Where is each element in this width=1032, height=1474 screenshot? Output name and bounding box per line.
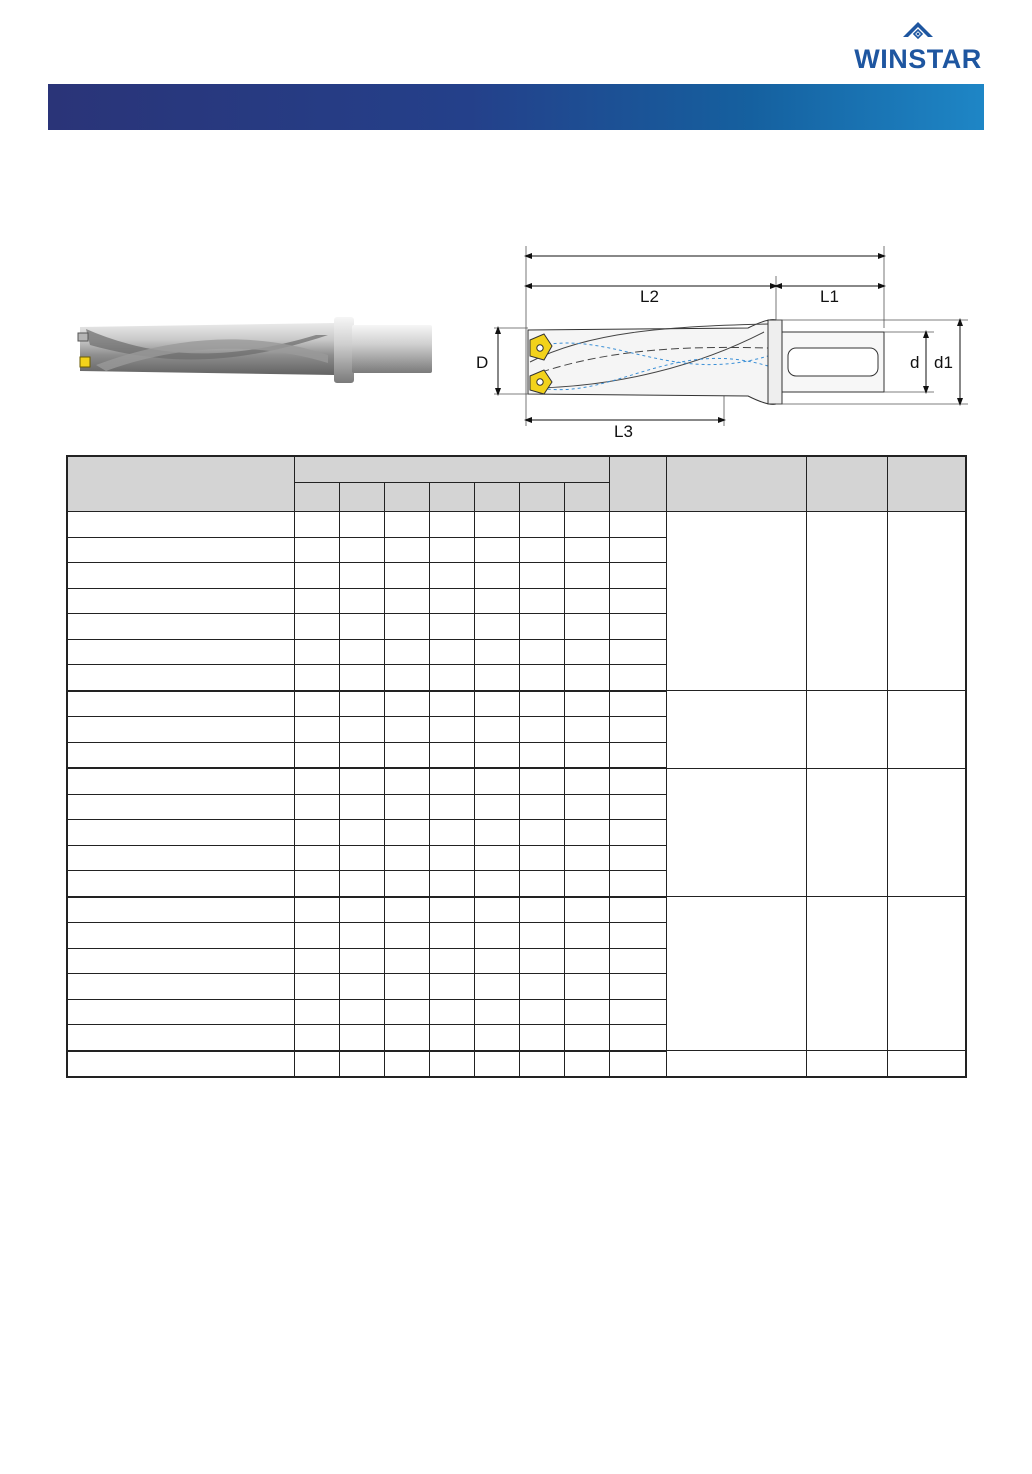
table-merged-cell (806, 512, 887, 691)
table-cell (294, 845, 339, 871)
table-cell (519, 614, 564, 640)
table-cell (294, 974, 339, 1000)
table-cell (294, 563, 339, 589)
table-row (67, 512, 966, 538)
label-L2: L2 (640, 287, 659, 306)
table-cell (519, 512, 564, 538)
table-cell (384, 794, 429, 820)
table-cell (67, 537, 294, 563)
table-cell (339, 1051, 384, 1078)
table-cell (474, 999, 519, 1025)
label-L1: L1 (820, 287, 839, 306)
table-cell (429, 691, 474, 717)
table-cell (519, 563, 564, 589)
table-cell (609, 512, 666, 538)
table-cell (339, 512, 384, 538)
table-cell (67, 974, 294, 1000)
table-cell (384, 639, 429, 665)
table-cell (339, 794, 384, 820)
table-merged-cell (806, 768, 887, 897)
table-cell (564, 691, 609, 717)
table-cell (339, 639, 384, 665)
table-cell (294, 691, 339, 717)
table-cell (519, 1025, 564, 1051)
table-cell (519, 691, 564, 717)
table-cell (609, 1051, 666, 1078)
table-cell (384, 845, 429, 871)
spec-table (66, 455, 967, 1078)
table-cell (609, 665, 666, 691)
table-merged-cell (806, 1051, 887, 1078)
table-cell (609, 768, 666, 794)
table-row (67, 897, 966, 923)
table-cell (339, 665, 384, 691)
table-cell (294, 512, 339, 538)
header-cell (609, 456, 666, 512)
table-cell (429, 768, 474, 794)
table-cell (384, 512, 429, 538)
table-cell (384, 948, 429, 974)
table-cell (609, 588, 666, 614)
table-merged-cell (887, 512, 966, 691)
logo-diamond-icon (848, 20, 988, 46)
table-cell (339, 923, 384, 949)
logo-wordmark: WINSTAR (854, 44, 982, 74)
table-cell (564, 768, 609, 794)
table-cell (564, 871, 609, 897)
table-cell (294, 1025, 339, 1051)
table-merged-cell (806, 897, 887, 1051)
table-cell (384, 871, 429, 897)
table-cell (294, 999, 339, 1025)
table-cell (384, 897, 429, 923)
table-cell (294, 768, 339, 794)
table-cell (384, 691, 429, 717)
table-cell (609, 537, 666, 563)
table-cell (294, 794, 339, 820)
table-cell (384, 742, 429, 768)
table-cell (519, 974, 564, 1000)
table-cell (609, 923, 666, 949)
table-cell (429, 742, 474, 768)
table-cell (609, 717, 666, 743)
table-cell (564, 794, 609, 820)
header-cell (67, 456, 294, 512)
table-cell (474, 665, 519, 691)
table-cell (67, 691, 294, 717)
table-cell (67, 665, 294, 691)
table-cell (474, 512, 519, 538)
table-cell (384, 768, 429, 794)
table-cell (339, 537, 384, 563)
table-cell (564, 845, 609, 871)
header-subcell (474, 483, 519, 512)
table-cell (564, 1051, 609, 1078)
table-cell (474, 871, 519, 897)
header-subcell (429, 483, 474, 512)
table-cell (519, 999, 564, 1025)
table-cell (474, 1051, 519, 1078)
table-cell (67, 512, 294, 538)
table-cell (519, 820, 564, 846)
table-cell (474, 923, 519, 949)
table-cell (67, 742, 294, 768)
table-cell (609, 639, 666, 665)
table-cell (564, 1025, 609, 1051)
table-cell (564, 742, 609, 768)
table-cell (429, 923, 474, 949)
table-cell (67, 639, 294, 665)
table-cell (474, 948, 519, 974)
header-subcell (519, 483, 564, 512)
table-cell (519, 717, 564, 743)
table-cell (339, 1025, 384, 1051)
table-cell (339, 614, 384, 640)
table-cell (474, 820, 519, 846)
table-cell (339, 563, 384, 589)
table-cell (429, 614, 474, 640)
table-cell (474, 845, 519, 871)
table-cell (384, 614, 429, 640)
table-cell (519, 742, 564, 768)
table-cell (384, 665, 429, 691)
table-cell (474, 614, 519, 640)
table-cell (384, 563, 429, 589)
table-cell (384, 820, 429, 846)
table-cell (564, 665, 609, 691)
table-cell (609, 845, 666, 871)
product-photo (66, 305, 438, 393)
table-cell (474, 563, 519, 589)
table-cell (384, 588, 429, 614)
table-cell (429, 537, 474, 563)
table-cell (519, 665, 564, 691)
table-merged-cell (666, 768, 806, 897)
table-cell (384, 923, 429, 949)
table-cell (339, 717, 384, 743)
label-d: d (910, 353, 920, 372)
table-cell (67, 794, 294, 820)
table-cell (564, 999, 609, 1025)
table-cell (429, 639, 474, 665)
table-cell (519, 897, 564, 923)
table-cell (519, 537, 564, 563)
table-cell (609, 691, 666, 717)
table-cell (564, 614, 609, 640)
table-cell (294, 537, 339, 563)
technical-diagram (468, 236, 988, 446)
table-cell (429, 1051, 474, 1078)
table-cell (429, 1025, 474, 1051)
table-cell (339, 588, 384, 614)
table-cell (564, 588, 609, 614)
table-cell (384, 537, 429, 563)
table-cell (339, 768, 384, 794)
header-banner (48, 84, 984, 130)
header-group-cell (294, 456, 609, 483)
table-cell (294, 948, 339, 974)
table-cell (67, 588, 294, 614)
table-cell (609, 1025, 666, 1051)
label-L3: L3 (614, 422, 633, 441)
table-cell (294, 614, 339, 640)
table-cell (429, 999, 474, 1025)
table-merged-cell (666, 512, 806, 691)
table-cell (519, 845, 564, 871)
table-cell (429, 974, 474, 1000)
table-cell (429, 845, 474, 871)
table-cell (564, 717, 609, 743)
table-cell (474, 691, 519, 717)
table-merged-cell (806, 691, 887, 769)
table-cell (429, 512, 474, 538)
table-cell (294, 820, 339, 846)
table-cell (474, 1025, 519, 1051)
table-cell (67, 820, 294, 846)
table-cell (429, 871, 474, 897)
header-subcell (564, 483, 609, 512)
table-cell (429, 820, 474, 846)
table-cell (384, 974, 429, 1000)
table-cell (384, 717, 429, 743)
table-cell (474, 742, 519, 768)
table-cell (339, 999, 384, 1025)
table-cell (519, 948, 564, 974)
winstar-logo (848, 20, 988, 72)
table-merged-cell (887, 768, 966, 897)
table-cell (474, 639, 519, 665)
table-cell (67, 999, 294, 1025)
table-cell (294, 871, 339, 897)
table-cell (67, 1025, 294, 1051)
table-cell (294, 717, 339, 743)
table-merged-cell (887, 1051, 966, 1078)
table-cell (339, 897, 384, 923)
table-cell (67, 614, 294, 640)
table-cell (609, 897, 666, 923)
table-cell (294, 923, 339, 949)
table-cell (474, 537, 519, 563)
table-cell (564, 948, 609, 974)
table-cell (67, 871, 294, 897)
table-cell (519, 588, 564, 614)
table-cell (609, 974, 666, 1000)
table-cell (609, 563, 666, 589)
table-cell (429, 665, 474, 691)
header-cell (887, 456, 966, 512)
table-cell (294, 588, 339, 614)
table-cell (474, 588, 519, 614)
table-cell (519, 794, 564, 820)
table-merged-cell (887, 897, 966, 1051)
table-cell (384, 1051, 429, 1078)
table-cell (294, 665, 339, 691)
spec-table-body (67, 512, 966, 1078)
table-cell (609, 999, 666, 1025)
table-merged-cell (666, 1051, 806, 1078)
table-cell (67, 923, 294, 949)
table-merged-cell (887, 691, 966, 769)
table-cell (67, 768, 294, 794)
table-cell (609, 742, 666, 768)
table-cell (564, 820, 609, 846)
table-merged-cell (666, 691, 806, 769)
table-cell (429, 897, 474, 923)
table-cell (67, 897, 294, 923)
table-cell (609, 614, 666, 640)
table-cell (429, 717, 474, 743)
table-cell (67, 845, 294, 871)
table-cell (67, 1051, 294, 1078)
table-cell (339, 691, 384, 717)
table-cell (339, 845, 384, 871)
table-cell (294, 897, 339, 923)
table-cell (384, 1025, 429, 1051)
table-cell (564, 512, 609, 538)
table-cell (609, 871, 666, 897)
table-cell (339, 871, 384, 897)
table-cell (429, 794, 474, 820)
table-cell (339, 974, 384, 1000)
table-cell (474, 794, 519, 820)
table-cell (429, 948, 474, 974)
table-cell (294, 639, 339, 665)
table-cell (474, 717, 519, 743)
label-D: D (476, 353, 489, 372)
table-cell (564, 974, 609, 1000)
header-subcell (384, 483, 429, 512)
table-row (67, 1051, 966, 1078)
label-d1: d1 (934, 353, 953, 372)
header-subcell (294, 483, 339, 512)
table-cell (67, 948, 294, 974)
table-cell (339, 948, 384, 974)
table-cell (294, 1051, 339, 1078)
table-cell (564, 563, 609, 589)
header-cell (666, 456, 806, 512)
table-cell (519, 768, 564, 794)
table-cell (519, 639, 564, 665)
table-cell (429, 588, 474, 614)
table-cell (564, 923, 609, 949)
table-cell (609, 794, 666, 820)
table-cell (339, 742, 384, 768)
table-row (67, 768, 966, 794)
table-cell (519, 871, 564, 897)
table-cell (294, 742, 339, 768)
table-cell (429, 563, 474, 589)
table-cell (519, 1051, 564, 1078)
table-cell (609, 820, 666, 846)
table-cell (67, 563, 294, 589)
table-cell (67, 717, 294, 743)
table-cell (609, 948, 666, 974)
header-cell (806, 456, 887, 512)
table-row (67, 691, 966, 717)
table-cell (564, 639, 609, 665)
header-subcell (339, 483, 384, 512)
table-cell (564, 897, 609, 923)
table-cell (474, 897, 519, 923)
table-cell (339, 820, 384, 846)
table-cell (384, 999, 429, 1025)
table-merged-cell (666, 897, 806, 1051)
table-cell (564, 537, 609, 563)
table-cell (474, 768, 519, 794)
table-cell (474, 974, 519, 1000)
table-cell (519, 923, 564, 949)
